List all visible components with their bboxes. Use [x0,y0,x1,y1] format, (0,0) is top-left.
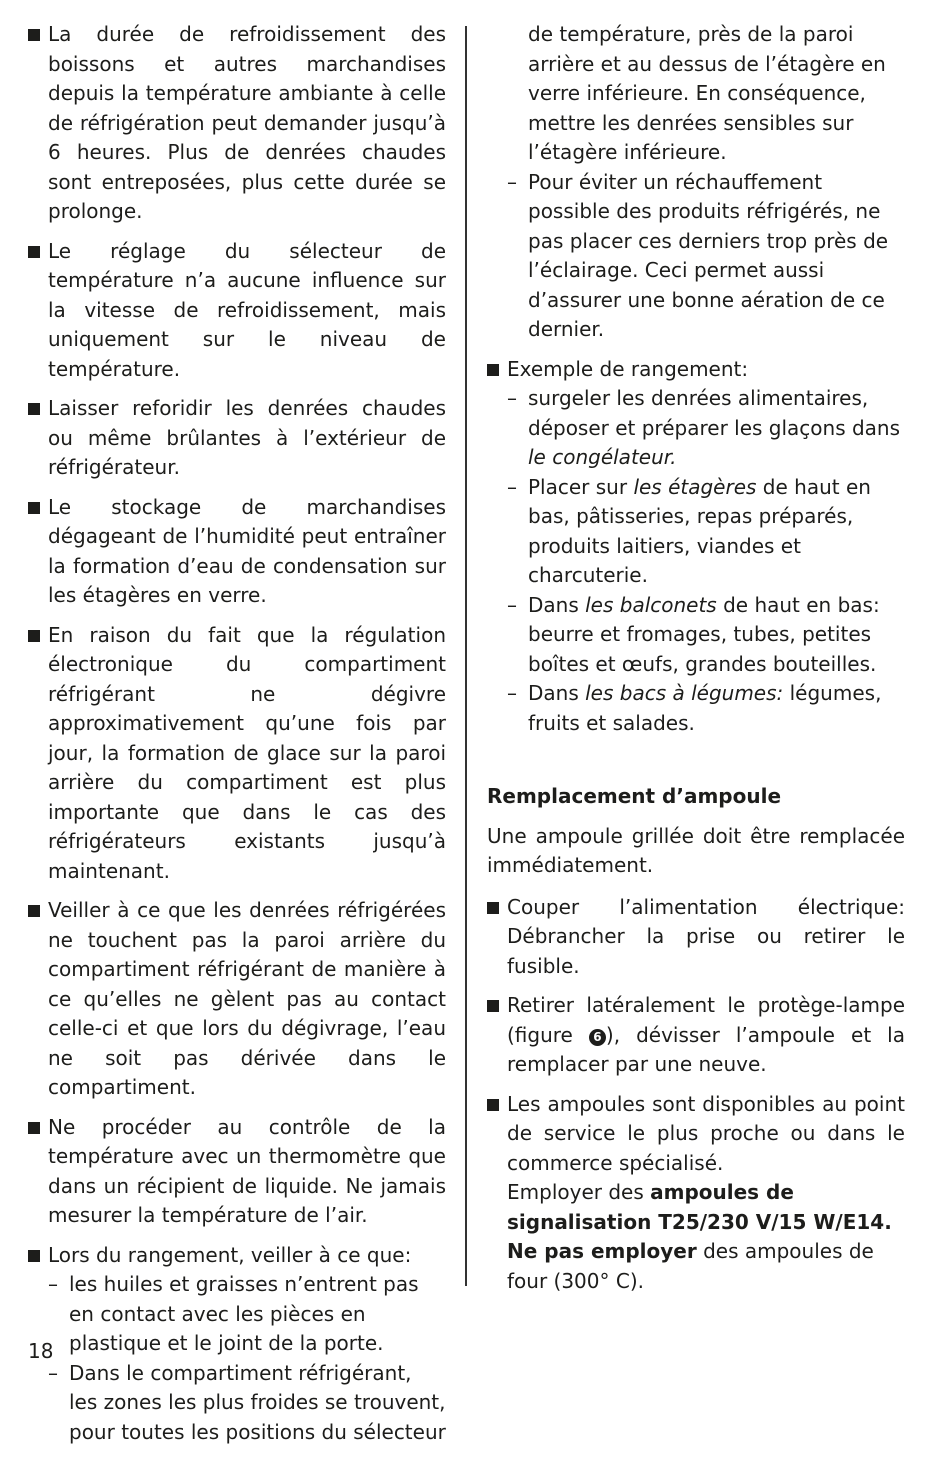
bullet-item: En raison du fait que la régulation électronique du compartiment réfrigérant ne dégivre approximativement qu’une fois par jour, la formation de glace sur la paroi arrière du compartiment est plus importante que dans le cas des réfrigérateurs existants jusqu’à maintenant. [28,621,446,887]
dash-item: – Pour éviter un réchauffement possible des produits réfrigérés, ne pas placer ces derniers trop près de l’éclairage. Ceci permet aussi d’assurer une bonne aération de ce dernier. [507,169,889,341]
bullet-square-icon [487,902,499,914]
bullet-square-icon [487,364,499,376]
example-intro: Exemple de rangement: [507,356,749,381]
bullet-item: Ne procéder au contrôle de la température avec un thermomètre que dans un récipient de liquide. Ne jamais mesurer la température de l’air. [28,1113,446,1231]
continued-list [487,20,905,345]
left-column [28,20,446,1457]
right-column [487,20,905,1306]
bullet-square-icon [28,403,40,415]
section-intro: Une ampoule grillée doit être remplacée immédiatement. [487,823,905,877]
bullet-square-icon [28,630,40,642]
column-divider [465,26,467,1286]
bullet-item: Les ampoules sont disponibles au point de service le plus proche ou dans le commerce spécialisé. Employer des ampoules de signalisation T25/230 V/15 W/E14. Ne pas employer des ampoules de four (300° C). [487,1090,905,1297]
storage-intro: Lors du rangement, veiller à ce que: [48,1242,412,1267]
bullet-square-icon [28,246,40,258]
dash-item: – Dans les bacs à légumes: légumes, fruits et salades. [507,681,882,735]
bulb-spec: Employer des ampoules de signalisation T25/230 V/15 W/E14. Ne pas employer des ampoules de four (300° C). [507,1180,892,1293]
bullet-item: Retirer latéralement le protège-lampe (figure 6 ), dévisser l’ampoule et la remplacer par une neuve. [487,991,905,1080]
bullet-square-icon [28,905,40,917]
bullet-item: Couper l’alimentation électrique: Débrancher la prise ou retirer le fusible. [487,893,905,982]
bullet-square-icon [28,1250,40,1262]
bullet-item: Le stockage de marchandises dégageant de l’humidité peut entraîner la formation d’eau de condensation sur les étagères en verre. [28,493,446,611]
dash-item: – Dans le compartiment réfrigérant, les zones les plus froides se trouvent, pour toutes les positions du sélecteur [48,1360,446,1444]
bullet-square-icon [28,29,40,41]
bullet-square-icon [28,1122,40,1134]
dash-item: – Dans les balconets de haut en bas: beurre et fromages, tubes, petites boîtes et œufs, grandes bouteilles. [507,592,880,676]
figure-number-icon: 6 [589,1029,606,1046]
bullet-example [487,355,905,739]
bullet-item: Laisser reforidir les denrées chaudes ou même brûlantes à l’extérieur de réfrigérateur. [28,394,446,483]
bullet-item: La durée de refroidissement des boissons et autres marchandises depuis la température ambiante à celle de réfrigération peut demander jusqu’à 6 heures. Plus de denrées chaudes sont entreposées, plus cette durée se prolonge. [28,20,446,227]
bullet-item-storage [28,1241,446,1448]
bullet-item: Veiller à ce que les denrées réfrigérées ne touchent pas la paroi arrière du compartiment réfrigérant de manière à ce qu’elles ne gèlent pas au contact celle-ci et que lors du dégivrage, l’eau ne soit pas dérivée dans le compartiment. [28,896,446,1103]
dash-item: – les huiles et graisses n’entrent pas en contact avec les pièces en plastique et le joint de la porte. [48,1272,419,1355]
bullet-item: Le réglage du sélecteur de température n’a aucune influence sur la vitesse de refroidissement, mais uniquement sur le niveau de température. [28,237,446,385]
section-heading: Remplacement d’ampoule [487,784,782,808]
page-number: 18 [28,1339,54,1363]
dash-item: – Placer sur les étagères de haut en bas, pâtisseries, repas préparés, produits laitiers, viandes et charcuterie. [507,474,871,587]
dash-continuation: de température, près de la paroi arrière et au dessus de l’étagère en verre inférieure. En conséquence, mettre les denrées sensibles sur l’étagère inférieure. [528,22,886,164]
dash-item: – surgeler les denrées alimentaires, déposer et préparer les glaçons dans le congélateur. [507,386,901,469]
bullet-square-icon [487,1099,499,1111]
bullet-square-icon [28,502,40,514]
bullet-square-icon [487,1000,499,1012]
